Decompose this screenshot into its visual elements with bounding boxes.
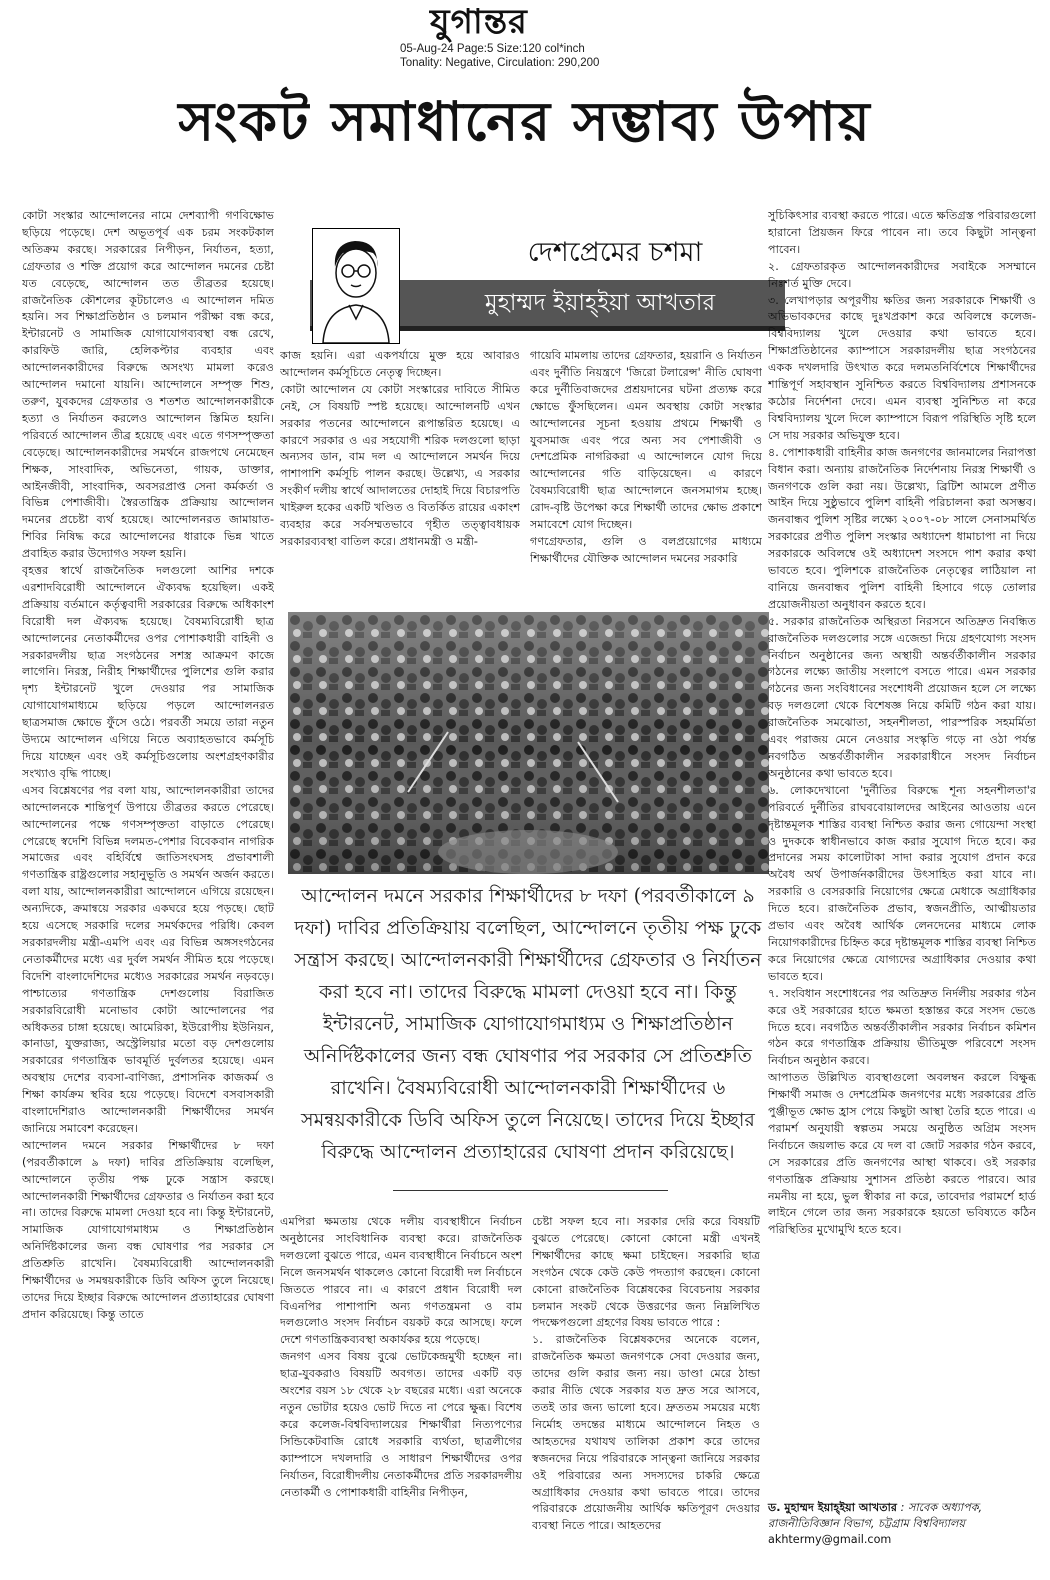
newspaper-logo: যুগান্তর	[430, 2, 528, 42]
protest-crowd-photo-icon	[288, 612, 769, 874]
article-body-text: চেষ্টা সফল হবে না। সরকার দেরি করে বিষয়টি বুঝতে পেরেছে। কোনো কোনো মন্ত্রী এখনই শিক্ষার্থীদের কাছে ক্ষমা চাইছেন। সরকারি ছাত্র সংগঠন থেকে কেউ কেউ পদত্যাগ করছেন। কোনো কোনো রাজনৈতিক বিশ্লেষকের বিবেচনায় সরকার চলমান সংকট থেকে উত্তরণের জন্য নিম্নলিখিত পদক্ষেপগুলো গ্রহণের বিষয় ভাবতে পারে : ১. রাজনৈতিক বিশ্লেষকদের অনেকে বলেন, রাজনৈতিক ক্ষমতা জনগণকে সেবা দেওয়ার জন্য, তাদের গুলি করার জন্য নয়। ডাণ্ডা মেরে ঠান্ডা করার নীতি থেকে সরকার যত দ্রুত সরে আসবে, ততই তার জন্য ভালো হবে। দ্রুততম সময়ের মধ্যে নির্মোহ তদন্তের মাধ্যমে আন্দোলনে নিহত ও আহতদের যথাযথ তালিকা প্রকাশ করে তাদের স্বজনদের নিয়ে পরিবারকে সান্ত্বনা জানিয়ে সরকার ওই পরিবারের অন্য সদস্যদের চাকরি ক্ষেত্রে অগ্রাধিকার দেওয়ার কথা ভাবতে পারে। তাদের পরিবারকে প্রয়োজনীয় আর্থিক ক্ষতিপূরণ দেওয়ার ব্যবস্থা নিতে পারে। আহতদের	[532, 1215, 760, 1533]
clipping-meta-line1: 05-Aug-24 Page:5 Size:120 col*inch	[400, 43, 585, 55]
article-column-4	[768, 208, 1036, 1490]
article-column-2-top	[280, 348, 520, 586]
author-byline	[768, 1500, 1036, 1548]
clipping-meta-line2: Tonality: Negative, Circulation: 290,200	[400, 57, 600, 69]
article-body-text: এমপিরা ক্ষমতায় থেকে দলীয় ব্যবস্থাধীনে নির্বাচন অনুষ্ঠানের সাংবিধানিক ব্যবস্থা করে। রাজনৈতিক দলগুলো বুঝতে পারে, এমন ব্যবস্থাধীনে নির্বাচনে অংশ নিলে জনসমর্থন থাকলেও কোনো বিরোধী দল নির্বাচনে জিততে পারবে না। এ কারণে প্রধান বিরোধী দল বিএনপির পাশাপাশি অন্য গণতন্ত্রমনা ও বাম দলগুলোও সংসদ নির্বাচন বয়কট করে আসছে। ফলে দেশে গণতান্ত্রিকব্যবস্থা অকার্যকর হয়ে পড়েছে। জনগণ এসব বিষয় বুঝে ভোটকেন্দ্রমুখী হচ্ছেন না। ছাত্র-যুবকরাও বিষয়টি অবগত। তাদের একটি বড় অংশের বয়স ১৮ থেকে ২৮ বছরের মধ্যে। এরা অনেকে নতুন ভোটার হয়েও ভোট দিতে না পেরে ক্ষুব্ধ। বিশেষ করে কলেজ-বিশ্ববিদ্যালয়ের শিক্ষার্থীরা নিত্যপণ্যের সিন্ডিকেটবাজি রোধে সরকারি ব্যর্থতা, ছাত্রলীগের ক্যাম্পাসে দখলদারি ও সাধারণ শিক্ষার্থীদের ওপর নির্যাতন, বিরোধীদলীয় নেতাকর্মীদের প্রতি সরকারদলীয় নেতাকর্মী ও পোশাকধারী বাহিনীর নিপীড়ন,	[280, 1215, 522, 1499]
masthead	[400, 2, 650, 70]
article-body-text: কাজ হয়নি। এরা একপর্যায়ে মুক্ত হয়ে আবারও আন্দোলন কর্মসূচিতে নেতৃত্ব দিচ্ছেন। কোটা আন্দোলন যে কোটা সংস্কারের দাবিতে সীমিত নেই, সে বিষয়টি স্পষ্ট হয়েছে। আন্দোলনটি এখন সরকার পতনের আন্দোলনে রূপান্তরিত হয়েছে। এ কারণে সরকার ও এর সহযোগী শরিক দলগুলো ছাড়া অন্যসব ডান, বাম দল এ আন্দোলনে সমর্থন দিয়ে পাশাপাশি কর্মসূচি পালন করছে। উল্লেখ্য, এ সরকার সংকীর্ণ দলীয় স্বার্থে আদালতের দোহাই দিয়ে বিচারপতি খাইরুল হকের একটি খণ্ডিত ও বিতর্কিত রায়ের একাংশ ব্যবহার করে সর্বসম্মতভাবে গৃহীত তত্ত্বাবধায়ক সরকারব্যবস্থা বাতিল করে। প্রধানমন্ত্রী ও মন্ত্রী-	[280, 349, 520, 548]
article-body-text: সুচিকিৎসার ব্যবস্থা করতে পারে। এতে ক্ষতিগ্রস্ত পরিবারগুলো হারানো প্রিয়জন ফিরে পাবেন না। তবে কিছুটা সান্ত্বনা পাবেন। ২. গ্রেফতারকৃত আন্দোলনকারীদের সবাইকে সসম্মানে নিঃশর্ত মুক্তি দেবে। ৩. লেখাপড়ার অপূরণীয় ক্ষতির জন্য সরকারকে শিক্ষার্থী ও অভিভাবকদের কাছে দুঃখপ্রকাশ করে অবিলম্বে কলেজ-বিশ্ববিদ্যালয় খুলে দেওয়ার কথা ভাবতে হবে। শিক্ষাপ্রতিষ্ঠানের ক্যাম্পাসে সরকারদলীয় ছাত্র সংগঠনের একক দখলদারি উৎখাত করে দলমতনির্বিশেষে শিক্ষার্থীদের শান্তিপূর্ণ সহাবস্থান সুনিশ্চিত করতে বিশ্ববিদ্যালয় প্রশাসনকে কঠোর নির্দেশনা দেবে। এমন ব্যবস্থা সুনিশ্চিত না করে বিশ্ববিদ্যালয় খুলে দিলে ক্যাম্পাসে বিরূপ পরিস্থিতি সৃষ্টি হলে সে দায় সরকার অভিযুক্ত হবে। ৪. পোশাকধারী বাহিনীর কাজ জনগণের জানমালের নিরাপত্তা বিধান করা। অন্যায় রাজনৈতিক নির্দেশনায় নিরস্ত্র শিক্ষার্থী ও জনগণকে গুলি করা নয়। উল্লেখ্য, ব্রিটিশ আমলে প্রণীত আইন দিয়ে সুষ্ঠুভাবে পুলিশ বাহিনী পরিচালনা করা অসম্ভব। জনবান্ধব পুলিশ সৃষ্টির লক্ষ্যে ২০০৭-০৮ সালে সেনাসমর্থিত সরকারের প্রণীত পুলিশ সংস্কার অধ্যাদেশ ধামাচাপা না দিয়ে সরকারকে অবিলম্বে ওই অধ্যাদেশ সংসদে পাশ করার কথা ভাবতে হবে। পুলিশকে রাজনৈতিক নেতৃত্বের লাঠিয়াল না বানিয়ে জনবান্ধব পুলিশ বাহিনী হিসাবে গড়ে তোলার প্রয়োজনীয়তা অনুধাবন করতে হবে। ৫. সরকার রাজনৈতিক অস্থিরতা নিরসনে অতিদ্রুত নিবন্ধিত রাজনৈতিক দলগুলোর সঙ্গে এজেন্ডা দিয়ে গ্রহণযোগ্য সংসদ নির্বাচন অনুষ্ঠানের জন্য অস্থায়ী অন্তর্বর্তীকালীন সরকার গঠনের লক্ষ্যে জাতীয় সংলাপে বসতে পারে। এমন সরকার গঠনের জন্য সংবিধানের সংশোধনী প্রয়োজন হলে সে লক্ষ্যে বড় দলগুলো থেকে বিশেষজ্ঞ নিয়ে কমিটি গঠন করা যায়। রাজনৈতিক সমঝোতা, সহনশীলতা, পারস্পরিক সহমর্মিতা এবং পরাজয় মেনে নেওয়ার সংস্কৃতি গড়ে না ওঠা পর্যন্ত নবগঠিত অন্তর্বর্তীকালীন সরকারাধীনে সংসদ নির্বাচন অনুষ্ঠানের কথা ভাবতে হবে। ৬. লোকদেখানো 'দুর্নীতির বিরুদ্ধে শূন্য সহনশীলতা'র পরিবর্তে দুর্নীতির রাঘববোয়ালদের আইনের আওতায় এনে দৃষ্টান্তমূলক শাস্তির ব্যবস্থা নিশ্চিত করার জন্য গোয়েন্দা সংস্থা ও দুদককে স্বাধীনভাবে কাজ করার সুযোগ দিতে হবে। কর প্রদানের সময় কালোটাকা সাদা করার সুযোগ প্রদান করে অবৈধ অর্থ উপার্জনকারীদের উৎসাহিত করা যাবে না। সরকারি ও বেসরকারি নিয়োগের ক্ষেত্রে মেধাকে অগ্রাধিকার দিতে হবে। রাজনৈতিক প্রভাব, স্বজনপ্রীতি, আত্মীয়তার প্রভাব এবং অবৈধ আর্থিক লেনদেনের মাধ্যমে লোক নিয়োগকারীদের চিহ্নিত করে দৃষ্টান্তমূলক শাস্তির ব্যবস্থা নিশ্চিত করে নিয়োগের ক্ষেত্রে যোগ্যদের অগ্রাধিকার দেওয়ার কথা ভাবতে হবে। ৭. সংবিধান সংশোধনের পর অতিদ্রুত নির্দলীয় সরকার গঠন করে ওই সরকারের হাতে ক্ষমতা হস্তান্তর করে সংসদ ভেঙে দিতে হবে। নবগঠিত অন্তর্বর্তীকালীন সরকার নির্বাচন কমিশন গঠন করে গণতান্ত্রিক প্রক্রিয়ায় ভীতিমুক্ত পরিবেশে সংসদ নির্বাচন অনুষ্ঠান করবে। আপাতত উল্লিখিত ব্যবস্থাগুলো অবলম্বন করলে বিক্ষুব্ধ শিক্ষার্থী সমাজ ও দেশপ্রেমিক জনগণের মধ্যে সরকারের প্রতি পুঞ্জীভূত ক্ষোভ হ্রাস পেয়ে কিছুটা আস্থা তৈরি হতে পারে। এ পরামর্শ অনুযায়ী স্বল্পতম সময়ে অনুষ্ঠিত অগ্রিম সংসদ নির্বাচনে জয়লাভ করে যে দল বা জোট সরকার গঠন করবে, সে সরকারের প্রতি জনগণের আস্থা থাকবে। ওই সরকার গণতান্ত্রিক প্রক্রিয়ায় সুশাসন প্রতিষ্ঠা করতে পারবে। আর নমনীয় না হয়ে, ভুল স্বীকার না করে, তাবেদার পরামর্শে হার্ড লাইনে গেলে তার জন্য সরকারকে হয়তো ভবিষ্যতে কঠিন পরিস্থিতির মুখোমুখি হতে হবে।	[768, 209, 1036, 1237]
author-portrait	[312, 228, 400, 344]
byline-email: akhtermy@gmail.com	[768, 1533, 892, 1546]
article-column-3-bottom	[532, 1214, 760, 1570]
article-column-3-top	[530, 348, 762, 586]
article-body-text: গায়েবি মামলায় তাদের গ্রেফতার, হয়রানি ও নির্যাতন এবং দুর্নীতি নিয়ন্ত্রণে 'জিরো টলারেন্স' নীতি ঘোষণা করে দুর্নীতিবাজদের প্রশ্রয়দানের ঘটনা প্রত্যক্ষ করে ক্ষোভে ফুঁসছিলেন। এমন অবস্থায় কোটা সংস্কার আন্দোলনের সূচনা হওয়ায় প্রথমে শিক্ষার্থী ও যুবসমাজ এবং পরে অন্য সব পেশাজীবী ও দেশপ্রেমিক নাগরিকরা এ আন্দোলনে যোগ দিয়ে আন্দোলনের গতি বাড়িয়েছেন। এ কারণে বৈষম্যবিরোধী ছাত্র আন্দোলনে জনসমাগম হচ্ছে। রোদ-বৃষ্টি উপেক্ষা করে শিক্ষার্থী তাদের ক্ষোভ প্রকাশে সমাবেশে যোগ দিচ্ছেন। গণগ্রেফতার, গুলি ও বলপ্রয়োগের মাধ্যমে শিক্ষার্থীদের যৌক্তিক আন্দোলন দমনের সরকারি	[530, 349, 762, 565]
article-column-2-bottom	[280, 1214, 522, 1570]
article-headline: সংকট সমাধানের সম্ভাব্য উপায়	[178, 89, 872, 153]
author-caricature-icon	[313, 229, 399, 343]
byline-name: ড. মুহাম্মদ ইয়াহ্‌ইয়া আখতার	[768, 1501, 898, 1514]
byline-affiliation: : সাবেক অধ্যাপক, রাজনীতিবিজ্ঞান বিভাগ, চট্টগ্রাম বিশ্ববিদ্যালয়	[768, 1501, 983, 1530]
article-body-text: কোটা সংস্কার আন্দোলনের নামে দেশব্যাপী গণবিক্ষোভ ছড়িয়ে পড়েছে। দেশ অভূতপূর্ব এক চরম সংকটকাল অতিক্রম করছে। সরকারের নিপীড়ন, নির্যাতন, হত্যা, গ্রেফতার ও শক্তি প্রয়োগ করে আন্দোলন দমনের চেষ্টা যত বেড়েছে, আন্দোলন তত তীব্রতর হয়েছে। রাজনৈতিক কৌশলের কূটচালেও এ আন্দোলন দমিত হয়নি। সব শিক্ষাপ্রতিষ্ঠান ও চলমান পরীক্ষা বন্ধ করে, ইন্টারনেট ও সামাজিক যোগাযোগব্যবস্থা বন্ধ রেখে, কারফিউ জারি, হেলিকপ্টার ব্যবহার এবং আন্দোলনকারীদের বিরুদ্ধে অসংখ্য মামলা করেও আন্দোলন দমানো যায়নি। আন্দোলনে সম্পৃক্ত শিশু, তরুণ, যুবকদের গ্রেফতার ও শতশত আন্দোলনকারীকে হত্যা ও নির্যাতন করলেও আন্দোলন স্তিমিত হয়নি। পরিবর্তে আন্দোলন তীব্র হয়েছে এবং এতে গণসম্পৃক্ততা বেড়েছে। আন্দোলনকারীদের সমর্থনে রাজপথে নেমেছেন শিক্ষক, সাংবাদিক, অভিনেতা, গায়ক, ডাক্তার, আইনজীবী, সাংবাদিক, অবসরপ্রাপ্ত সেনা কর্মকর্তা ও বিভিন্ন পেশাজীবী। স্বৈরতান্ত্রিক প্রক্রিয়ায় আন্দোলন দমনের প্রচেষ্টা ব্যর্থ হয়েছে। আন্দোলনরত জামায়াত-শিবির নিষিদ্ধ করে আন্দোলনের ধারাকে ভিন্ন খাতে প্রবাহিত করার উদ্যোগও সফল হয়নি। বৃহত্তর স্বার্থে রাজনৈতিক দলগুলো আশির দশকে এরশাদবিরোধী আন্দোলনে ঐক্যবদ্ধ হয়েছিল। একই প্রক্রিয়ায় বর্তমানে কর্তৃত্ববাদী সরকারের বিরুদ্ধে অধিকাংশ বিরোধী দল ঐক্যবদ্ধ হয়েছে। বৈষম্যবিরোধী ছাত্র আন্দোলনের নেতাকর্মীদের ওপর পোশাকধারী বাহিনী ও সরকারদলীয় ছাত্র সংগঠনের সশস্ত্র আক্রমণ কাজে লাগেনি। নিরস্ত্র, নিরীহ শিক্ষার্থীদের পুলিশের গুলি করার দৃশ্য ইন্টারনেট খুলে দেওয়ার পর সামাজিক যোগাযোগমাধ্যমে ছড়িয়ে পড়লে আন্দোলনরত ছাত্রসমাজ ক্ষোভে ফুঁসে ওঠে। পরবর্তী সময়ে তারা নতুন উদ্যমে আন্দোলন এগিয়ে নিতে অব্যাহতভাবে কর্মসূচি দিয়ে যাচ্ছেন এবং ওই কর্মসূচিগুলোয় অংশগ্রহণকারীর সংখ্যাও বৃদ্ধি পাচ্ছে। এসব বিশ্লেষণের পর বলা যায়, আন্দোলনকারীরা তাদের আন্দোলনকে শান্তিপূর্ণ উপায়ে তীব্রতর করতে পেরেছে। আন্দোলনের পক্ষে গণসম্পৃক্ততা বাড়াতে পেরেছে। পেরেছে স্বদেশি বিভিন্ন দলমত-পেশার বিবেকবান নাগরিক সমাজের এবং বহির্বিশ্বে জাতিসংঘসহ প্রভাবশালী গণতান্ত্রিক রাষ্ট্রগুলোর সহানুভূতি ও সমর্থন অর্জন করতে। বলা যায়, আন্দোলনকারীরা আন্দোলনে এগিয়ে রয়েছেন। অন্যদিকে, ক্রমান্বয়ে সরকার একঘরে হয়ে পড়ছে। ছোট হয়ে এসেছে সরকারি দলের সমর্থকদের পরিধি। কেবল সরকারদলীয় মন্ত্রী-এমপি এবং এর বিভিন্ন অঙ্গসংগঠনের নেতাকর্মীদের মধ্যে এর দুর্বল সমর্থন সীমিত হয়ে পড়েছে। বিদেশি বাংলাদেশিদের মধ্যেও সরকারের সমর্থন নড়বড়ে। পাশ্চাত্যের গণতান্ত্রিক দেশগুলোয় বিরাজিত সরকারবিরোধী মনোভাব কোটা আন্দোলনের পর অধিকতর চাঙ্গা হয়েছে। আমেরিকা, ইউরোপীয় ইউনিয়ন, কানাডা, যুক্তরাজ্য, অস্ট্রেলিয়ার মতো বড় দেশগুলোয় সরকারের গণতান্ত্রিক ভাবমূর্তি দুর্বলতর হয়েছে। এমন অবস্থায় দেশের ব্যবসা-বাণিজ্য, প্রশাসনিক কাজকর্ম ও শিক্ষা কার্যক্রম স্থবির হয়ে পড়েছে। বিদেশে বসবাসকারী বাংলাদেশিরাও আন্দোলনকারী শিক্ষার্থীদের সমর্থন জানিয়ে সমাবেশ করেছেন। আন্দোলন দমনে সরকার শিক্ষার্থীদের ৮ দফা (পরবর্তীকালে ৯ দফা) দাবির প্রতিক্রিয়ায় বলেছিল, আন্দোলনে তৃতীয় পক্ষ ঢুকে সন্ত্রাস করছে। আন্দোলনকারী শিক্ষার্থীদের গ্রেফতার ও নির্যাতন করা হবে না। তাদের বিরুদ্ধে মামলা দেওয়া হবে না। কিন্তু ইন্টারনেট, সামাজিক যোগাযোগমাধ্যম ও শিক্ষাপ্রতিষ্ঠান অনির্দিষ্টকালের জন্য বন্ধ ঘোষণার পর সরকার সে প্রতিশ্রুতি রাখেনি। বৈষম্যবিরোধী আন্দোলনকারী শিক্ষার্থীদের ৬ সমন্বয়কারীকে ডিবি অফিস তুলে নিয়েছে। তাদের দিয়ে ইচ্ছার বিরুদ্ধে আন্দোলন প্রত্যাহারের ঘোষণা প্রদান করিয়েছে। কিন্তু তাতে	[22, 209, 274, 1321]
pull-quote: আন্দোলন দমনে সরকার শিক্ষার্থীদের ৮ দফা (পরবর্তীকালে ৯ দফা) দাবির প্রতিক্রিয়ায় বলেছিল, আন্দোলনে তৃতীয় পক্ষ ঢুকে সন্ত্রাস করছে। আন্দোলনকারী শিক্ষার্থীদের গ্রেফতার ও নির্যাতন করা হবে না। তাদের বিরুদ্ধে মামলা দেওয়া হবে না। কিন্তু ইন্টারনেট, সামাজিক যোগাযোগমাধ্যম ও শিক্ষাপ্রতিষ্ঠান অনির্দিষ্টকালের জন্য বন্ধ ঘোষণার পর সরকার সে প্রতিশ্রুতি রাখেনি। বৈষম্যবিরোধী আন্দোলনকারী শিক্ষার্থীদের ৬ সমন্বয়কারীকে ডিবি অফিস তুলে নিয়েছে। তাদের দিয়ে ইচ্ছার বিরুদ্ধে আন্দোলন প্রত্যাহারের ঘোষণা প্রদান করিয়েছে।	[294, 884, 762, 1163]
column-title: দেশপ্রেমের চশমা	[527, 237, 703, 268]
pull-quote-divider	[393, 1190, 668, 1191]
author-name: মুহাম্মদ ইয়াহ্‌ইয়া আখতার	[484, 290, 716, 316]
article-column-1	[22, 208, 274, 1570]
protest-photo	[288, 612, 769, 874]
